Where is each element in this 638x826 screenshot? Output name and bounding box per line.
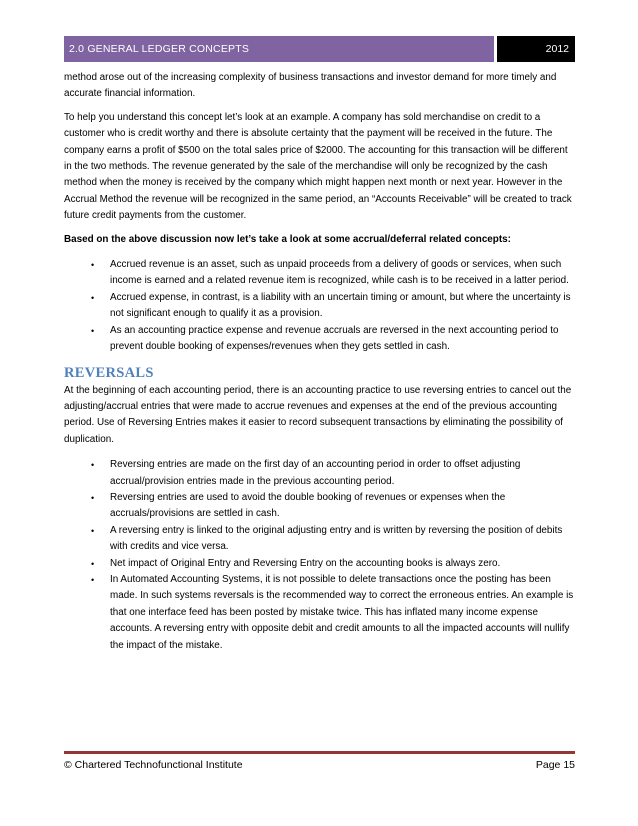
list-item: • As an accounting practice expense and revenue accruals are reversed in the next accounting period to prevent double booking of expenses/revenues when they gets settled in cash. <box>91 324 559 353</box>
list-item: • Net impact of Original Entry and Reversing Entry on the accounting books is always zero. <box>64 556 575 572</box>
section-heading-reversals: REVERSALS <box>64 364 154 381</box>
reversals-paragraph: At the beginning of each accounting period, there is an accounting practice to use reversing entries to cancel out the adjusting/accrual entries that were made to accrue revenues and expenses at the end of the previous accounting period. Use of Reversing Entries makes it easier to record subsequent transactions by eliminating the possibility of duplication. <box>64 384 572 445</box>
list-item: • Reversing entries are used to avoid the double booking of revenues or expenses when the accruals/provisions are settled in cash. <box>91 491 506 520</box>
page-number: Page 15 <box>535 759 575 771</box>
page-footer <box>64 758 575 772</box>
intro-paragraph-1: method arose out of the increasing complexity of business transactions and investor demand for more timely and accurate financial information. <box>64 72 557 100</box>
bullet-icon: • <box>91 460 95 471</box>
footer-rule <box>64 751 575 754</box>
list-item: • A reversing entry is linked to the original adjusting entry and is written by reversing the position of debits with credits and vice versa. <box>91 524 563 553</box>
bullet-icon: • <box>91 325 95 336</box>
intro-paragraph-2: To help you understand this concept let’s look at an example. A company has sold merchandise on credit to a customer who is credit worthy and there is absolute certainty that the payment will be received in the future. The company earns a profit of $500 on the total sales price of $2000. The accounting for this transaction will be different in the two methods. The revenue generated by the sale of the merchandise will only be recognized by the cash method when the money is received by the company which might happen next month or next year. However in the Accrual Method the revenue will be recognized in the same period, an “Accounts Receivable” will be created to track future credit payments from the customer. <box>64 111 572 222</box>
bullet-icon: • <box>91 574 95 585</box>
page-body <box>64 70 575 662</box>
reversals-list <box>64 457 575 654</box>
bullet-icon: • <box>91 558 95 569</box>
bullet-icon: • <box>91 260 95 271</box>
accrual-concepts-list <box>64 257 575 355</box>
list-item: • Accrued expense, in contrast, is a liability with an uncertain timing or amount, but where the uncertainty is not significant enough to qualify it as a provision. <box>91 291 571 320</box>
accrual-lead-text: Based on the above discussion now let’s take a look at some accrual/deferral related concepts: <box>64 233 511 245</box>
bullet-icon: • <box>91 492 95 503</box>
bullet-icon: • <box>91 525 95 536</box>
bullet-icon: • <box>91 292 95 303</box>
footer-copyright: © Chartered Technofunctional Institute <box>64 759 243 771</box>
list-item: • Reversing entries are made on the first day of an accounting period in order to offset adjusting accrual/provision entries made in the previous accounting period. <box>91 459 521 487</box>
page-header <box>64 36 575 62</box>
header-title: 2.0 GENERAL LEDGER CONCEPTS <box>64 36 494 62</box>
header-year: 2012 <box>497 36 575 62</box>
list-item: • Accrued revenue is an asset, such as unpaid proceeds from a delivery of goods or services, when such income is earned and a related revenue item is recognized, while cash is to be received in a latter period. <box>91 259 569 287</box>
list-item: • In Automated Accounting Systems, it is not possible to delete transactions once the posting has been made. In such systems reversals is the recommended way to correct the erroneous entries. An example is that one interface feed has been posted by mistake twice. This has inflated many income expense accounts. A reversing entry with opposite debit and credit amounts to all the impacted accounts will nullify the impact of the mistake. <box>91 573 574 651</box>
